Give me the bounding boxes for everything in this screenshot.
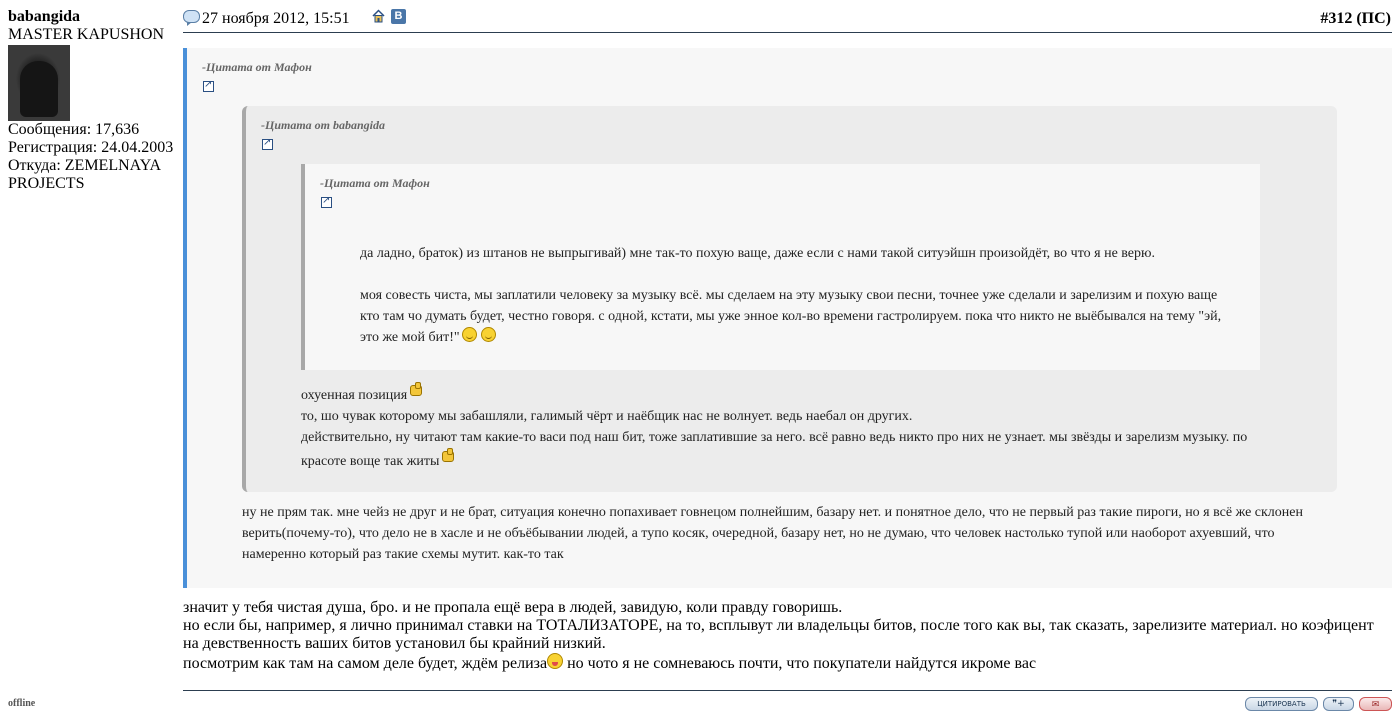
post-body <box>183 599 1388 673</box>
quote-middle-line-text: охуенная позиция <box>301 388 408 403</box>
post-number[interactable] <box>1320 10 1391 28</box>
quote-outer-line: ну не прям так. мне чейз не друг и не брат, ситуация конечно попахивает говнецом полнейшим, базару нет. и понятное дело, что не первый раз такие пироги, но я всё же склонен <box>242 505 1303 520</box>
location-line-2: PROJECTS <box>8 175 85 192</box>
speech-bubble-icon <box>183 10 200 23</box>
multiquote-button[interactable]: ❞+ <box>1323 697 1354 711</box>
avatar[interactable] <box>8 45 70 121</box>
quote-middle-line: то, шо чувак которому мы забашляли, галимый чёрт и наёбщик нас не волнует. ведь наебал он других. <box>301 409 913 424</box>
post-count: Сообщения: 17,636 <box>8 121 140 138</box>
quote-outer-line: верить(почему-то), что дело не в хасле и не объёбывании людей, а тупо косяк, очередной, базару нет, но не думаю, что человек настолько тупой или наоборот ахуевший, что <box>242 526 1275 541</box>
thumbs-up-icon <box>439 448 454 463</box>
online-status: offline <box>8 698 36 709</box>
post-header <box>183 0 1392 33</box>
post <box>183 0 1392 33</box>
home-icon[interactable] <box>372 9 385 23</box>
cite-button[interactable]: ЦИТИРОВАТЬ <box>1245 697 1318 711</box>
tongue-smile-icon <box>547 653 563 669</box>
post-number-value[interactable]: #312 <box>1320 10 1353 27</box>
smile-icon <box>481 327 496 342</box>
quote-inner-line: моя совесть чиста, мы заплатили человеку за музыку всё. мы сделаем на эту музыку свои песни, точнее уже сделали и зарелизим и похую ваще <box>360 288 1218 303</box>
quote-middle-line-text: красоте вощe так житы <box>301 454 440 469</box>
quote-middle-line <box>301 382 1247 406</box>
post-date: 27 ноября 2012, 15:51 <box>202 10 350 27</box>
location-line-1: Откуда: ZEMELNAYA <box>8 157 162 174</box>
quote-inner-paragraph-2 <box>360 285 1221 348</box>
quote-inner-link-icon[interactable] <box>321 197 332 208</box>
quote-outer-header: -Цитата от Мафон <box>202 60 312 74</box>
post-number-suffix: (ПС) <box>1352 10 1391 27</box>
vk-icon[interactable]: В <box>391 9 406 24</box>
quote-inner-line: кто там чо думать будет, честно говоря. с одной, кстати, мы уже энное кол-во времени гастролируем. пока что никто не выёбывался на тему "эй, <box>360 309 1222 324</box>
quote-middle-line: действительно, ну читают там какие-то васи под наш бит, тоже заплатившие за него. всё равно ведь никто про них не узнает. мы звёзды и зарелизм музыку. по <box>301 430 1248 445</box>
quote-inner-line <box>360 327 1221 348</box>
smile-icon <box>462 327 477 342</box>
post-footer-divider <box>183 690 1392 691</box>
quote-inner-header: -Цитата от Мафон <box>320 176 430 190</box>
quote-middle-line <box>301 448 1247 472</box>
quote-outer-link-icon[interactable] <box>203 81 214 92</box>
quote-middle-header: -Цитата от babangida <box>261 118 386 132</box>
post-body-line: но если бы, например, я лично принимал ставки на ТОТАЛИЗАТОРЕ, на то, всплывут ли владельцы битов, после того как вы, так сказать, зарелизите материал. но коэфицент <box>183 617 1374 634</box>
quote-middle-reply <box>301 382 1247 472</box>
post-body-line-text: посмотрим как там на самом деле будет, ждём релиза <box>183 655 548 672</box>
quote-middle-link-icon[interactable] <box>262 139 273 150</box>
thumbs-up-icon <box>407 382 422 397</box>
quote-inner-line-text: это же мой бит!" <box>360 330 460 345</box>
quote-outer-line: намеренно который раз такие схемы мутит. как-то так <box>242 547 564 562</box>
registration-date: Регистрация: 24.04.2003 <box>8 139 174 156</box>
quote-inner-paragraph-1: да ладно, браток) из штанов не выпрыгивай) мне так-то похую ваще, даже если с нами такой ситуэйшн произойдёт, во что я не верю. <box>360 246 1155 261</box>
user-rank: MASTER KAPUSHON <box>8 26 165 43</box>
username[interactable]: babangida <box>8 8 81 25</box>
post-body-line-text: но чото я не сомневаюсь почти, что покупатели найдутся икроме вас <box>563 655 1037 672</box>
post-body-line <box>183 653 1388 673</box>
quote-outer-reply <box>242 502 1303 565</box>
report-button[interactable]: ✉ <box>1359 697 1392 711</box>
post-body-line: на девственность ваших битов установил бы крайний низкий. <box>183 635 606 652</box>
post-body-line: значит у тебя чистая душа, бро. и не пропала ещё вера в людей, завидую, коли правду говоришь. <box>183 599 843 616</box>
user-profile-sidebar <box>8 8 178 193</box>
